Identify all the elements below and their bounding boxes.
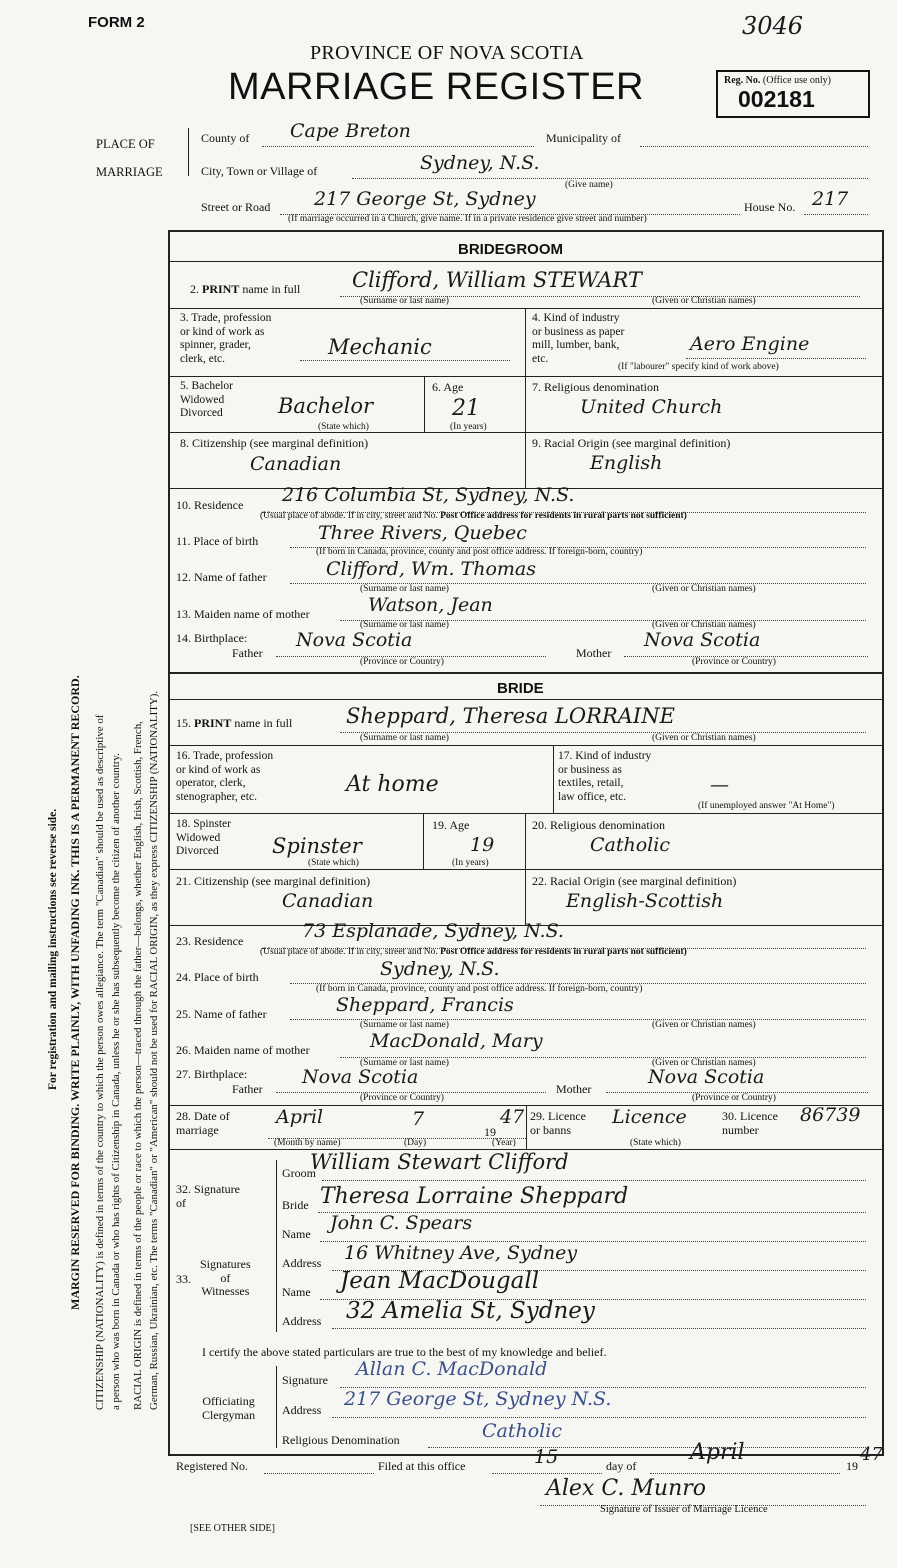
bride-residence-label: 23. Residence bbox=[176, 934, 244, 948]
bride-mother-surname-note: (Surname or last name) bbox=[360, 1058, 449, 1068]
groom-given-note: (Given or Christian names) bbox=[652, 296, 756, 306]
see-other-side: [SEE OTHER SIDE] bbox=[190, 1523, 275, 1534]
witness2-name[interactable]: Jean MacDougall bbox=[340, 1268, 540, 1294]
signature-of-label: 32. Signature of bbox=[176, 1182, 240, 1210]
clergy-label: Officiating Clergyman bbox=[202, 1394, 256, 1422]
marriage-date-label: 28. Date of marriage bbox=[176, 1109, 230, 1137]
bride-status-label: 18. Spinster Widowed Divorced bbox=[176, 818, 231, 857]
groom-signature[interactable]: William Stewart Clifford bbox=[310, 1150, 569, 1174]
groom-signature-label: Groom bbox=[282, 1166, 316, 1180]
clergy-address-label: Address bbox=[282, 1403, 322, 1417]
groom-birthplace-label: 11. Place of birth bbox=[176, 534, 259, 548]
groom-name-label: 2. PRINT name in full bbox=[190, 282, 301, 296]
bride-father-label: 25. Name of father bbox=[176, 1007, 267, 1021]
groom-citizenship-label: 8. Citizenship (see marginal definition) bbox=[180, 436, 369, 450]
birthplace-note: (If born in Canada, province, county and post office address. If foreign-born, country) bbox=[316, 547, 643, 557]
bride-mother-province-note: (Province or Country) bbox=[692, 1093, 776, 1103]
reg-number: 002181 bbox=[738, 86, 815, 112]
bride-residence-value[interactable]: 73 Esplanade, Sydney, N.S. bbox=[302, 920, 564, 942]
licence-number-value[interactable]: 86739 bbox=[800, 1104, 861, 1126]
bride-origin-value[interactable]: English-Scottish bbox=[566, 890, 724, 912]
groom-father-birthplace-value[interactable]: Nova Scotia bbox=[296, 629, 413, 651]
bride-mother-value[interactable]: MacDonald, Mary bbox=[370, 1030, 543, 1052]
groom-trade-label: 3. Trade, profession or kind of work as spinner, grader, clerk, etc. bbox=[180, 312, 272, 365]
bride-state-which: (State which) bbox=[308, 858, 359, 868]
groom-mother-birthplace-label: Mother bbox=[576, 646, 612, 660]
city-label: City, Town or Village of bbox=[201, 164, 318, 178]
filed-month[interactable]: April bbox=[690, 1440, 745, 1465]
page-title: MARRIAGE REGISTER bbox=[228, 66, 644, 108]
groom-trade-value[interactable]: Mechanic bbox=[328, 335, 432, 359]
filed-year[interactable]: 47 bbox=[860, 1444, 883, 1465]
groom-mother-surname-note: (Surname or last name) bbox=[360, 620, 449, 630]
groom-mother-birthplace-value[interactable]: Nova Scotia bbox=[644, 629, 761, 651]
bride-trade-value[interactable]: At home bbox=[346, 772, 439, 797]
margin-racial-def: RACIAL ORIGIN is defined in terms of the people or race to which the person—traced through the father—belongs, whether English, Irish, Scottish, French, bbox=[132, 721, 144, 1410]
year-note: (Year) bbox=[492, 1138, 516, 1148]
bride-surname-note: (Surname or last name) bbox=[360, 733, 449, 743]
groom-parents-birthplace-label: 14. Birthplace: Father bbox=[176, 631, 263, 660]
clergy-signature-label: Signature bbox=[282, 1373, 328, 1387]
groom-religion-value[interactable]: United Church bbox=[580, 396, 723, 418]
witness1-address[interactable]: 16 Whitney Ave, Sydney bbox=[344, 1242, 578, 1264]
bride-father-province-note: (Province or Country) bbox=[360, 1093, 444, 1103]
bride-father-value[interactable]: Sheppard, Francis bbox=[336, 994, 514, 1016]
witness-number: 33. bbox=[176, 1272, 191, 1286]
groom-father-value[interactable]: Clifford, Wm. Thomas bbox=[326, 558, 536, 580]
clergy-address[interactable]: 217 George St, Sydney N.S. bbox=[344, 1388, 612, 1410]
street-value[interactable]: 217 George St, Sydney bbox=[314, 188, 536, 210]
bride-religion-value[interactable]: Catholic bbox=[590, 834, 670, 856]
bride-name-value[interactable]: Sheppard, Theresa LORRAINE bbox=[346, 704, 675, 728]
licence-type-value[interactable]: Licence bbox=[612, 1106, 687, 1128]
bride-signature-label: Bride bbox=[282, 1198, 309, 1212]
witness1-name[interactable]: John C. Spears bbox=[330, 1212, 473, 1234]
bride-given-note: (Given or Christian names) bbox=[652, 733, 756, 743]
witness2-name-label: Name bbox=[282, 1285, 311, 1299]
county-label: County of bbox=[201, 131, 250, 145]
witness1-address-label: Address bbox=[282, 1256, 322, 1270]
bride-mother-birthplace-label: Mother bbox=[556, 1082, 592, 1096]
groom-birthplace-value[interactable]: Three Rivers, Quebec bbox=[318, 522, 527, 544]
witness1-name-label: Name bbox=[282, 1227, 311, 1241]
groom-residence-value[interactable]: 216 Columbia St, Sydney, N.S. bbox=[282, 484, 575, 506]
groom-industry-label: 4. Kind of industry or business as paper mill, lumber, bank, etc. bbox=[532, 312, 625, 365]
province-heading: PROVINCE OF NOVA SCOTIA bbox=[310, 42, 584, 64]
bride-citizenship-value[interactable]: Canadian bbox=[282, 890, 374, 912]
groom-status-label: 5. Bachelor Widowed Divorced bbox=[180, 380, 234, 419]
margin-citizenship-def-2: a person who was born in Canada or who has rights of Citizenship in Canada, unless he or she has subsequently become the citizen of another country. bbox=[110, 753, 122, 1410]
marriage-year-value[interactable]: 47 bbox=[500, 1106, 525, 1128]
house-no-value[interactable]: 217 bbox=[812, 188, 849, 210]
groom-father-label: 12. Name of father bbox=[176, 570, 267, 584]
month-note: (Month by name) bbox=[274, 1138, 341, 1148]
bride-mother-birthplace-value[interactable]: Nova Scotia bbox=[648, 1066, 765, 1088]
street-label: Street or Road bbox=[201, 200, 271, 214]
filed-day[interactable]: 15 bbox=[534, 1446, 559, 1468]
bride-religion-label: 20. Religious denomination bbox=[532, 818, 665, 832]
bride-age-label: 19. Age bbox=[432, 818, 470, 832]
bride-industry-label: 17. Kind of industry or business as textiles, retail, law office, etc. bbox=[558, 750, 652, 803]
bride-heading: BRIDE bbox=[497, 680, 544, 697]
filed-label: Filed at this office bbox=[378, 1459, 466, 1473]
unemployed-note: (If unemployed answer "At Home") bbox=[698, 801, 835, 811]
bride-trade-label: 16. Trade, profession or kind of work as operator, clerk, stenographer, etc. bbox=[176, 750, 274, 803]
licence-state-which: (State which) bbox=[630, 1138, 681, 1148]
clergy-denomination[interactable]: Catholic bbox=[482, 1420, 562, 1442]
bride-in-years: (In years) bbox=[452, 858, 489, 868]
street-note: (If marriage occurred in a Church, give name. If in a private residence give street and number) bbox=[288, 214, 647, 224]
groom-mother-given-note: (Given or Christian names) bbox=[652, 620, 756, 630]
give-name-note: (Give name) bbox=[565, 180, 613, 190]
witness2-address-label: Address bbox=[282, 1314, 322, 1328]
registered-no-label: Registered No. bbox=[176, 1459, 248, 1473]
groom-origin-value[interactable]: English bbox=[590, 452, 663, 474]
bride-industry-value[interactable]: — bbox=[710, 774, 729, 796]
marriage-month-value[interactable]: April bbox=[276, 1106, 324, 1128]
margin-instructions: For registration and mailing instructions see reverse side. bbox=[47, 808, 59, 1090]
witness2-address[interactable]: 32 Amelia St, Sydney bbox=[346, 1298, 595, 1324]
marriage-day-value[interactable]: 7 bbox=[412, 1108, 425, 1130]
city-value[interactable]: Sydney, N.S. bbox=[420, 152, 540, 174]
clergy-signature[interactable]: Allan C. MacDonald bbox=[356, 1358, 548, 1380]
bride-father-given-note: (Given or Christian names) bbox=[652, 1020, 756, 1030]
groom-age-value[interactable]: 21 bbox=[452, 396, 480, 421]
groom-citizenship-value[interactable]: Canadian bbox=[250, 453, 342, 475]
bride-birthplace-value[interactable]: Sydney, N.S. bbox=[380, 958, 500, 980]
witnesses-label: Signatures of Witnesses bbox=[200, 1257, 251, 1298]
margin-citizenship-def: CITIZENSHIP (NATIONALITY) is defined in terms of the country to which the person owes allegiance. The term "Canadian" should be used as descriptive of bbox=[94, 714, 106, 1410]
reg-label: Reg. No. (Office use only) bbox=[724, 75, 832, 86]
bride-age-value[interactable]: 19 bbox=[470, 834, 495, 856]
groom-surname-note: (Surname or last name) bbox=[360, 296, 449, 306]
labourer-note: (If "labourer" specify kind of work above) bbox=[618, 362, 779, 372]
bride-mother-given-note: (Given or Christian names) bbox=[652, 1058, 756, 1068]
issuer-signature[interactable]: Alex C. Munro bbox=[546, 1476, 707, 1501]
bride-signature[interactable]: Theresa Lorraine Sheppard bbox=[320, 1184, 629, 1209]
house-no-label: House No. bbox=[744, 200, 796, 214]
municipality-label: Municipality of bbox=[546, 131, 621, 145]
issuer-label: Signature of Issuer of Marriage Licence bbox=[600, 1504, 768, 1515]
groom-status-value[interactable]: Bachelor bbox=[278, 394, 374, 418]
bride-mother-label: 26. Maiden name of mother bbox=[176, 1043, 310, 1057]
groom-age-label: 6. Age bbox=[432, 380, 464, 394]
filed-year-prefix: 19 bbox=[846, 1459, 858, 1473]
groom-mother-label: 13. Maiden name of mother bbox=[176, 607, 310, 621]
county-value[interactable]: Cape Breton bbox=[290, 120, 411, 142]
bride-birthplace-label: 24. Place of birth bbox=[176, 970, 259, 984]
bride-residence-note: (Usual place of abode. If in city, street and No. Post Office address for residents in rural parts not sufficient) bbox=[260, 947, 687, 957]
bride-origin-label: 22. Racial Origin (see marginal definition) bbox=[532, 874, 737, 888]
bride-father-birthplace-value[interactable]: Nova Scotia bbox=[302, 1066, 419, 1088]
groom-industry-value[interactable]: Aero Engine bbox=[690, 333, 810, 355]
handwritten-file-number: 3046 bbox=[742, 12, 804, 40]
groom-mother-value[interactable]: Watson, Jean bbox=[368, 594, 493, 616]
groom-father-surname-note: (Surname or last name) bbox=[360, 584, 449, 594]
bride-name-label: 15. PRINT name in full bbox=[176, 716, 293, 730]
marriage-year-prefix: 19 bbox=[484, 1125, 496, 1139]
groom-name-value[interactable]: Clifford, William STEWART bbox=[352, 268, 642, 292]
bride-citizenship-label: 21. Citizenship (see marginal definition) bbox=[176, 874, 371, 888]
groom-residence-label: 10. Residence bbox=[176, 498, 244, 512]
groom-religion-label: 7. Religious denomination bbox=[532, 380, 659, 394]
margin-racial-def-2: German, Russian, Ukrainian, etc. The terms "Canadian" or "American" should not be used for RACIAL ORIGIN, as they express CITIZENSHIP (NATIONALITY). bbox=[148, 690, 160, 1410]
bride-status-value[interactable]: Spinster bbox=[272, 834, 362, 858]
bride-father-surname-note: (Surname or last name) bbox=[360, 1020, 449, 1030]
bride-parents-birthplace-label: 27. Birthplace: Father bbox=[176, 1067, 263, 1096]
bride-birthplace-note: (If born in Canada, province, county and post office address. If foreign-born, country) bbox=[316, 984, 643, 994]
bridegroom-heading: BRIDEGROOM bbox=[458, 241, 563, 258]
form-number: FORM 2 bbox=[88, 14, 145, 31]
margin-binding-note: MARGIN RESERVED FOR BINDING. WRITE PLAINLY, WITH UNFADING INK. THIS IS A PERMANENT RECORD. bbox=[68, 675, 82, 1310]
clergy-denomination-label: Religious Denomination bbox=[282, 1433, 400, 1447]
place-of-marriage-label: PLACE OF MARRIAGE bbox=[96, 137, 163, 179]
licence-number-label: 30. Licence number bbox=[722, 1109, 778, 1137]
residence-note: (Usual place of abode. If in city, street and No. Post Office address for residents in rural parts not sufficient) bbox=[260, 511, 687, 521]
groom-in-years: (In years) bbox=[450, 422, 487, 432]
groom-father-given-note: (Given or Christian names) bbox=[652, 584, 756, 594]
day-of-label: day of bbox=[606, 1459, 637, 1473]
certification-text: I certify the above stated particulars are true to the best of my knowledge and belief. bbox=[202, 1345, 607, 1359]
day-note: (Day) bbox=[404, 1138, 427, 1148]
groom-state-which: (State which) bbox=[318, 422, 369, 432]
groom-mother-province-note: (Province or Country) bbox=[692, 657, 776, 667]
licence-banns-label: 29. Licence or banns bbox=[530, 1109, 586, 1137]
groom-origin-label: 9. Racial Origin (see marginal definition) bbox=[532, 436, 731, 450]
groom-father-province-note: (Province or Country) bbox=[360, 657, 444, 667]
